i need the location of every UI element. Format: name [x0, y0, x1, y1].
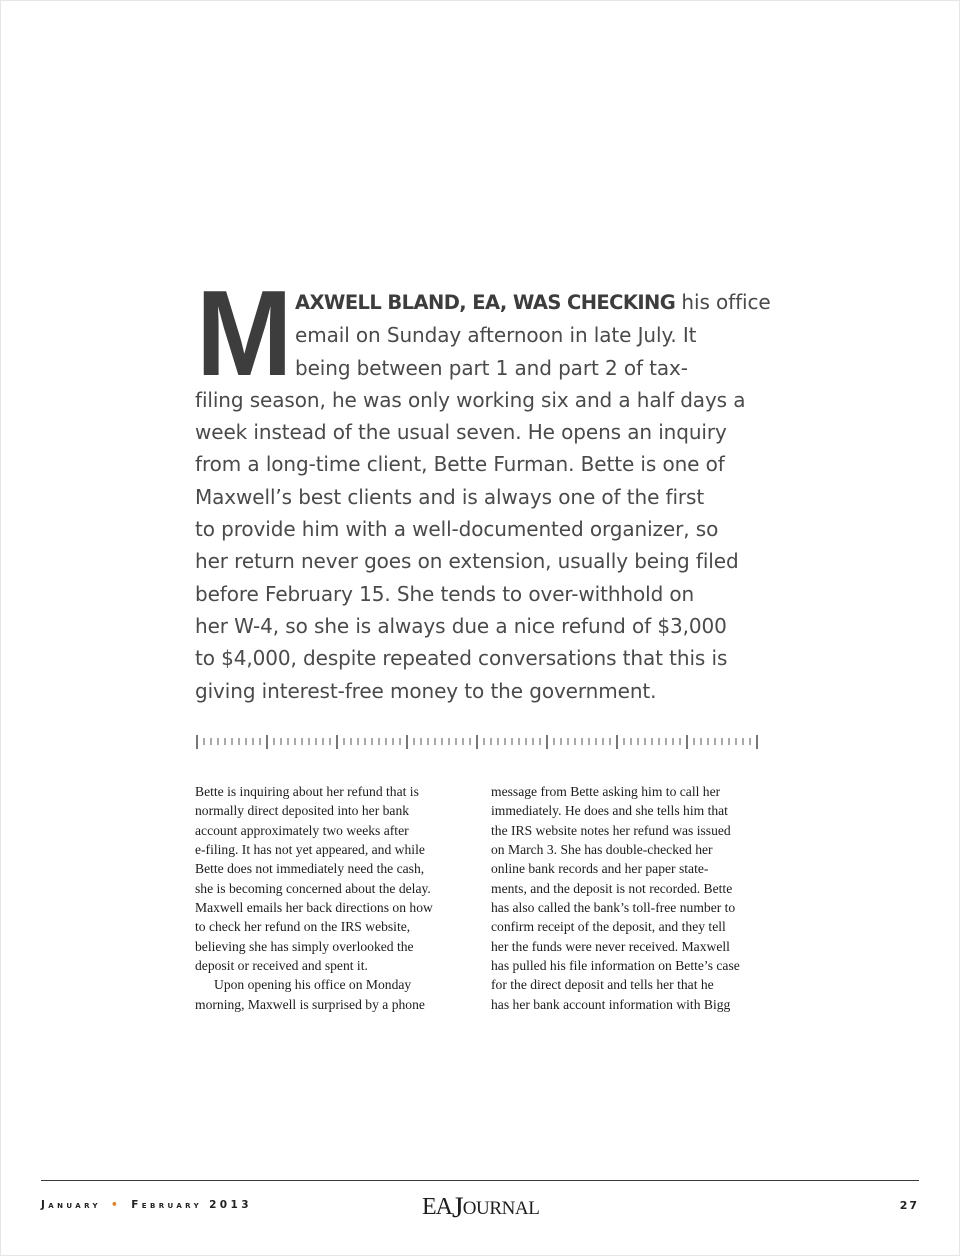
- logo-j: J: [452, 1191, 463, 1224]
- lead-line-3: being between part 1 and part 2 of tax-: [295, 355, 688, 380]
- ea-journal-logo: [422, 1191, 539, 1225]
- body-line: ments, and the deposit is not recorded. Bette: [491, 880, 733, 896]
- body-line: she is becoming concerned about the delay.: [195, 880, 431, 896]
- lead-line-13: giving interest-free money to the government.: [195, 678, 657, 703]
- body-line: Bette does not immediately need the cash,: [195, 861, 425, 877]
- lead-line-4: filing season, he was only working six and a half days a: [195, 387, 746, 412]
- bullet-separator: •: [111, 1199, 122, 1211]
- footer-rule: [41, 1180, 919, 1181]
- body-line: for the direct deposit and tells her that he: [491, 977, 714, 993]
- body-line: Bette is inquiring about her refund that is: [195, 784, 419, 799]
- lead-line-9: her return never goes on extension, usually being filed: [195, 549, 739, 574]
- lead-paragraph: [195, 286, 770, 707]
- body-line: her the funds were never received. Maxwell: [491, 938, 730, 954]
- body-line: deposit or received and spent it.: [195, 958, 368, 974]
- lead-line-10: before February 15. She tends to over-withhold on: [195, 581, 695, 606]
- body-column-right: [491, 782, 771, 1014]
- body-line: Maxwell emails her back directions on how: [195, 900, 433, 916]
- body-line: has her bank account information with Bigg: [491, 996, 731, 1012]
- body-line: account approximately two weeks after: [195, 822, 409, 838]
- body-line: confirm receipt of the deposit, and they tell: [491, 919, 726, 935]
- logo-ournal: OURNAL: [462, 1198, 540, 1219]
- run-in-heading: AXWELL BLAND, EA, WAS CHECKING: [295, 291, 676, 314]
- body-line: Upon opening his office on Monday: [214, 977, 412, 993]
- body-line: online bank records and her paper state-: [491, 861, 709, 877]
- lead-line-5: week instead of the usual seven. He opens an inquiry: [195, 420, 727, 445]
- body-line: normally direct deposited into her bank: [195, 803, 410, 819]
- body-line: message from Bette asking him to call her: [491, 784, 721, 799]
- decorative-ruler: [196, 733, 760, 751]
- body-line: e-filing. It has not yet appeared, and while: [195, 842, 425, 858]
- body-column-left: [195, 782, 475, 1014]
- body-line: has also called the bank’s toll-free number to: [491, 900, 736, 916]
- body-line: on March 3. She has double-checked her: [491, 842, 713, 858]
- lead-line-8: to provide him with a well-documented organizer, so: [195, 517, 719, 542]
- drop-cap: M: [196, 265, 289, 401]
- lead-line-12: to $4,000, despite repeated conversations that this is: [195, 646, 728, 671]
- lead-line-11: her W-4, so she is always due a nice refund of $3,000: [195, 613, 727, 638]
- logo-ea: EA: [422, 1194, 452, 1220]
- issue-date: [41, 1199, 252, 1211]
- body-line: to check her refund on the IRS website,: [195, 919, 411, 935]
- body-line: morning, Maxwell is surprised by a phone: [195, 996, 425, 1012]
- body-line: immediately. He does and she tells him that: [491, 803, 728, 819]
- issue-month-1: January: [41, 1199, 101, 1211]
- lead-line-7: Maxwell’s best clients and is always one of the first: [195, 484, 705, 509]
- body-line: believing she has simply overlooked the: [195, 938, 414, 954]
- issue-month-2: February 2013: [131, 1199, 252, 1211]
- lead-line-1: AXWELL BLAND, EA, WAS CHECKING his office: [295, 290, 771, 314]
- lead-line-2: email on Sunday afternoon in late July. It: [295, 323, 697, 348]
- body-line: has pulled his file information on Bette’s case: [491, 958, 740, 974]
- body-line: the IRS website notes her refund was issued: [491, 822, 731, 838]
- page-number: 27: [899, 1199, 919, 1212]
- lead-line-6: from a long-time client, Bette Furman. Bette is one of: [195, 452, 725, 477]
